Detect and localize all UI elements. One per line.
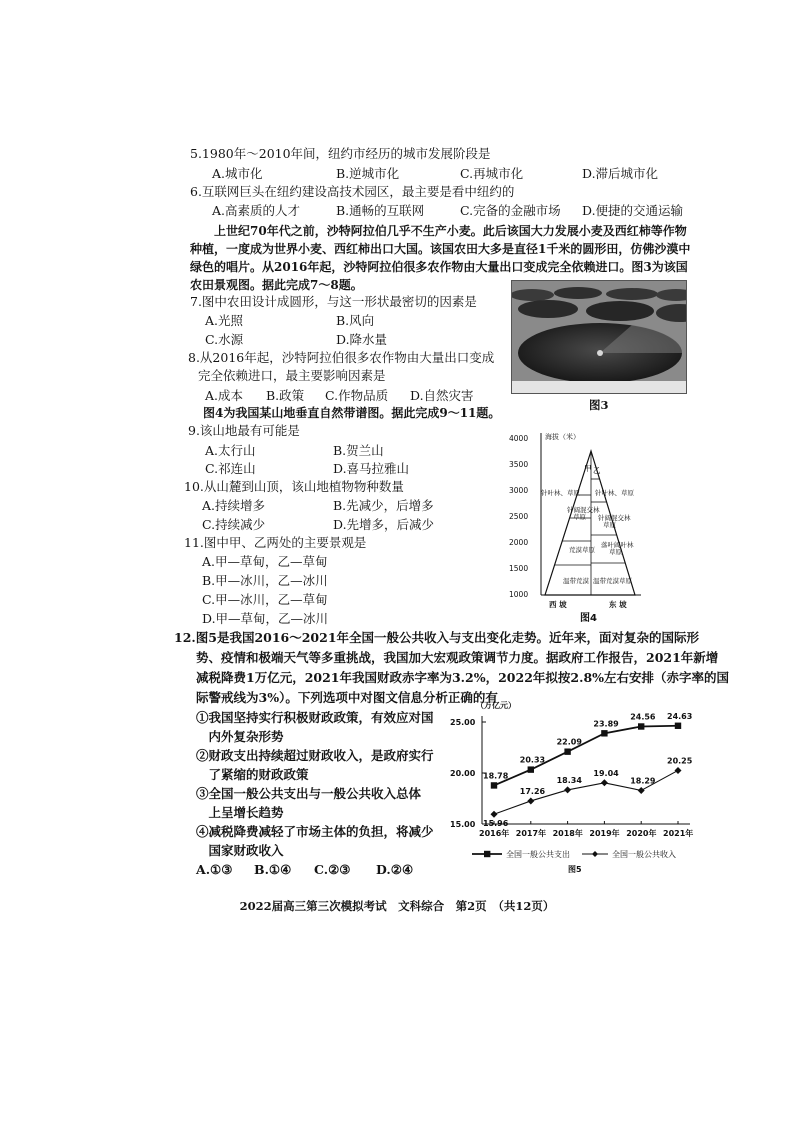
- fig5-point-revenue: [638, 787, 645, 794]
- q9-option-c: C.祁连山: [205, 461, 256, 476]
- fig4-ylabel: 海拔（米）: [545, 433, 580, 441]
- fig4-y-ticks: [509, 434, 528, 599]
- fig4-ytick: 1500: [509, 564, 529, 573]
- q8-option-d: D.自然灾害: [410, 388, 474, 403]
- fig5-point-revenue: [527, 797, 534, 804]
- fig5-data-label: 23.89: [593, 719, 619, 729]
- fig5-data-label: 24.56: [630, 712, 656, 722]
- fig5-ytick-label: 25.00: [450, 718, 476, 727]
- fig4-ytick: 4000: [509, 434, 529, 443]
- q12-statement-2b: 了紧缩的财政政策: [196, 767, 309, 782]
- q12-option-b: B.①④: [254, 862, 292, 877]
- q11-option-b: B.甲—冰川，乙—冰川: [202, 573, 328, 588]
- fig5-data-label: 18.78: [483, 771, 509, 781]
- fig5-data-label: 18.29: [630, 776, 656, 786]
- q12-statement-1a: ①我国坚持实行积极财政政策，有效应对国: [196, 710, 434, 725]
- q5-option-d: D.滞后城市化: [582, 166, 659, 181]
- q12-statement-2a: ②财政支出持续超过财政收入，是政府实行: [196, 748, 434, 763]
- question-7-stem: 7.图中农田设计成圆形，与这一形状最密切的因素是: [190, 294, 477, 309]
- fig5-legend-revenue: 全国一般公共收入: [612, 850, 676, 859]
- fig5-data-label: 19.04: [593, 768, 619, 778]
- q8-option-b: B.政策: [266, 388, 305, 403]
- q10-option-a: A.持续增多: [202, 498, 266, 513]
- zone-e3a-label: 落叶阔叶林: [601, 541, 634, 549]
- q7-option-d: D.降水量: [336, 332, 388, 347]
- fig5-xtick-label: 2021年: [663, 829, 694, 838]
- fig5-point-revenue: [675, 767, 682, 774]
- fig5-legend-marker-revenue: [592, 851, 598, 857]
- fig4-east-label: 东 坡: [609, 600, 627, 609]
- question-8-stem-line-2: 完全依赖进口，最主要影响因素是: [198, 368, 386, 383]
- q5-option-c: C.再城市化: [460, 166, 524, 181]
- zone-w2b-label: 草原: [573, 513, 586, 521]
- question-11-stem: 11.图中甲、乙两处的主要景观是: [184, 535, 367, 550]
- q5-option-a: A.城市化: [212, 166, 263, 181]
- fig5-data-label: 22.09: [556, 737, 582, 747]
- fig5-legend-marker-expenditure: [484, 851, 490, 857]
- q9-option-d: D.喜马拉雅山: [333, 461, 410, 476]
- fig5-xtick-label: 2019年: [589, 829, 620, 838]
- q12-statement-4b: 国家财政收入: [196, 843, 284, 858]
- passage-7-8-line-3: 绿色的唱片。从2016年起，沙特阿拉伯很多农作物由大量出口变成完全依赖进口。图3为该国: [190, 260, 688, 274]
- q10-option-b: B.先减少，后增多: [333, 498, 434, 513]
- fig5-point-expenditure: [564, 748, 570, 754]
- fig5-data-label: 15.96: [483, 819, 509, 829]
- figure-3-caption: 图3: [589, 398, 609, 412]
- q9-option-a: A.太行山: [205, 443, 256, 458]
- fig5-ytick-label: 20.00: [450, 769, 476, 778]
- fig4-ytick: 3500: [509, 460, 529, 469]
- zone-w2a-label: 针阔混交林: [567, 506, 600, 514]
- zone-jia-label: 甲: [584, 464, 592, 473]
- zone-w1-label: 针叶林、草原: [541, 489, 580, 497]
- zone-e2a-label: 针阔混交林: [598, 514, 631, 522]
- q12-statement-1b: 内外复杂形势: [196, 729, 284, 744]
- fig5-point-expenditure: [601, 730, 607, 736]
- q6-option-d: D.便捷的交通运输: [582, 203, 684, 218]
- fig5-data-label: 20.33: [519, 755, 546, 765]
- question-6-stem: 6.互联网巨头在纽约建设高技术园区，最主要是看中纽约的: [190, 184, 515, 199]
- fig5-point-expenditure: [528, 766, 534, 772]
- q7-option-b: B.风向: [336, 313, 375, 328]
- figure-4-caption: 图4: [580, 613, 597, 624]
- question-9-stem: 9.该山地最有可能是: [188, 423, 300, 438]
- figure-4-vertical-zones: [505, 425, 655, 625]
- fig4-ytick: 1000: [509, 590, 529, 599]
- zone-w3-label: 荒漠草原: [569, 546, 595, 554]
- fig5-unit-label: （万亿元）: [476, 701, 516, 710]
- q12-option-a: A.①③: [196, 862, 233, 877]
- zone-yi-label: 乙: [593, 466, 601, 475]
- fig5-point-expenditure: [491, 782, 497, 788]
- fig5-xtick-label: 2020年: [626, 829, 657, 838]
- fig5-xtick-label: 2018年: [552, 829, 583, 838]
- q10-option-c: C.持续减少: [202, 517, 266, 532]
- fig5-point-revenue: [491, 811, 498, 818]
- fig4-ytick: 2500: [509, 512, 529, 521]
- q5-option-b: B.逆城市化: [336, 166, 400, 181]
- figure-5-caption: 图5: [568, 865, 582, 874]
- circular-fields-illustration: [512, 281, 686, 393]
- zone-e3b-label: 草原: [609, 548, 622, 556]
- page-footer: 2022届高三第三次模拟考试 文科综合 第2页 （共12页）: [239, 899, 555, 913]
- fig5-ytick-label: 15.00: [450, 820, 476, 829]
- q7-option-c: C.水源: [205, 332, 244, 347]
- q11-option-d: D.甲—草甸，乙—冰川: [202, 611, 329, 626]
- q6-option-a: A.高素质的人才: [212, 203, 301, 218]
- fig5-point-expenditure: [638, 723, 644, 729]
- fig5-xtick-label: 2016年: [479, 829, 510, 838]
- fig5-data-label: 20.25: [667, 756, 693, 766]
- fig4-west-label: 西 坡: [549, 600, 567, 609]
- fig5-point-revenue: [601, 779, 608, 786]
- question-12-stem-line-3: 减税降费1万亿元，2021年我国财政赤字率为3.2%，2022年拟按2.8%左右安排（赤字率的国: [196, 670, 730, 685]
- fig5-xtick-label: 2017年: [515, 829, 547, 838]
- q12-option-d: D.②④: [376, 862, 414, 877]
- question-12-stem-line-4: 际警戒线为3%）。下列选项中对图文信息分析正确的有: [196, 690, 498, 705]
- fig5-data-label: 24.63: [667, 711, 693, 721]
- passage-7-8-line-4: 农田景观图。据此完成7～8题。: [190, 278, 363, 292]
- q11-option-c: C.甲—冰川，乙—草甸: [202, 592, 328, 607]
- question-12-stem-line-1: 12.图5是我国2016～2021年全国一般公共收入与支出变化走势。近年来，面对复杂的国际形: [174, 630, 700, 645]
- q8-option-c: C.作物品质: [325, 388, 389, 403]
- figure-5-chart: [440, 692, 702, 882]
- question-8-stem-line-1: 8.从2016年起，沙特阿拉伯很多农作物由大量出口变成: [188, 350, 495, 365]
- fig5-point-expenditure: [675, 723, 681, 729]
- q12-statement-3a: ③全国一般公共支出与一般公共收入总体: [196, 786, 422, 801]
- q10-option-d: D.先增多，后减少: [333, 517, 435, 532]
- fig5-data-label: 17.26: [519, 786, 546, 796]
- zone-e2b-label: 草原: [603, 521, 616, 529]
- q7-option-a: A.光照: [205, 313, 244, 328]
- q12-option-c: C.②③: [314, 862, 351, 877]
- fig4-ytick: 3000: [509, 486, 529, 495]
- fig5-data-label: 18.34: [556, 775, 582, 785]
- fig5-point-revenue: [564, 786, 571, 793]
- passage-9-11: 图4为我国某山地垂直自然带谱图。据此完成9～11题。: [203, 406, 501, 420]
- question-12-stem-line-2: 势、疫情和极端天气等多重挑战，我国加大宏观政策调节力度。据政府工作报告，2021年新增: [196, 650, 719, 665]
- q12-statement-4a: ④减税降费减轻了市场主体的负担，将减少: [196, 824, 434, 839]
- farmland-photo: [511, 280, 687, 394]
- q12-statement-3b: 上呈增长趋势: [196, 805, 284, 820]
- zone-w4-label: 温带荒漠: [563, 577, 589, 585]
- q6-option-b: B.通畅的互联网: [336, 203, 425, 218]
- q9-option-b: B.贺兰山: [333, 443, 384, 458]
- q8-option-a: A.成本: [205, 388, 244, 403]
- passage-7-8-line-1: 上世纪70年代之前，沙特阿拉伯几乎不生产小麦。此后该国大力发展小麦及西红柿等作物: [190, 224, 687, 238]
- q6-option-c: C.完备的金融市场: [460, 203, 561, 218]
- passage-7-8-line-2: 种植，一度成为世界小麦、西红柿出口大国。该国农田大多是直径1千米的圆形田，仿佛沙漠中: [190, 242, 691, 256]
- question-5-stem: 5.1980年～2010年间，纽约市经历的城市发展阶段是: [190, 146, 491, 161]
- fig5-legend-expenditure: 全国一般公共支出: [506, 850, 570, 859]
- zone-e4-label: 温带荒漠草原: [593, 577, 632, 585]
- fig4-ytick: 2000: [509, 538, 529, 547]
- q11-option-a: A.甲—草甸，乙—草甸: [202, 554, 328, 569]
- zone-e1-label: 针叶林、草原: [595, 489, 634, 497]
- question-10-stem: 10.从山麓到山顶，该山地植物物种数量: [184, 479, 404, 494]
